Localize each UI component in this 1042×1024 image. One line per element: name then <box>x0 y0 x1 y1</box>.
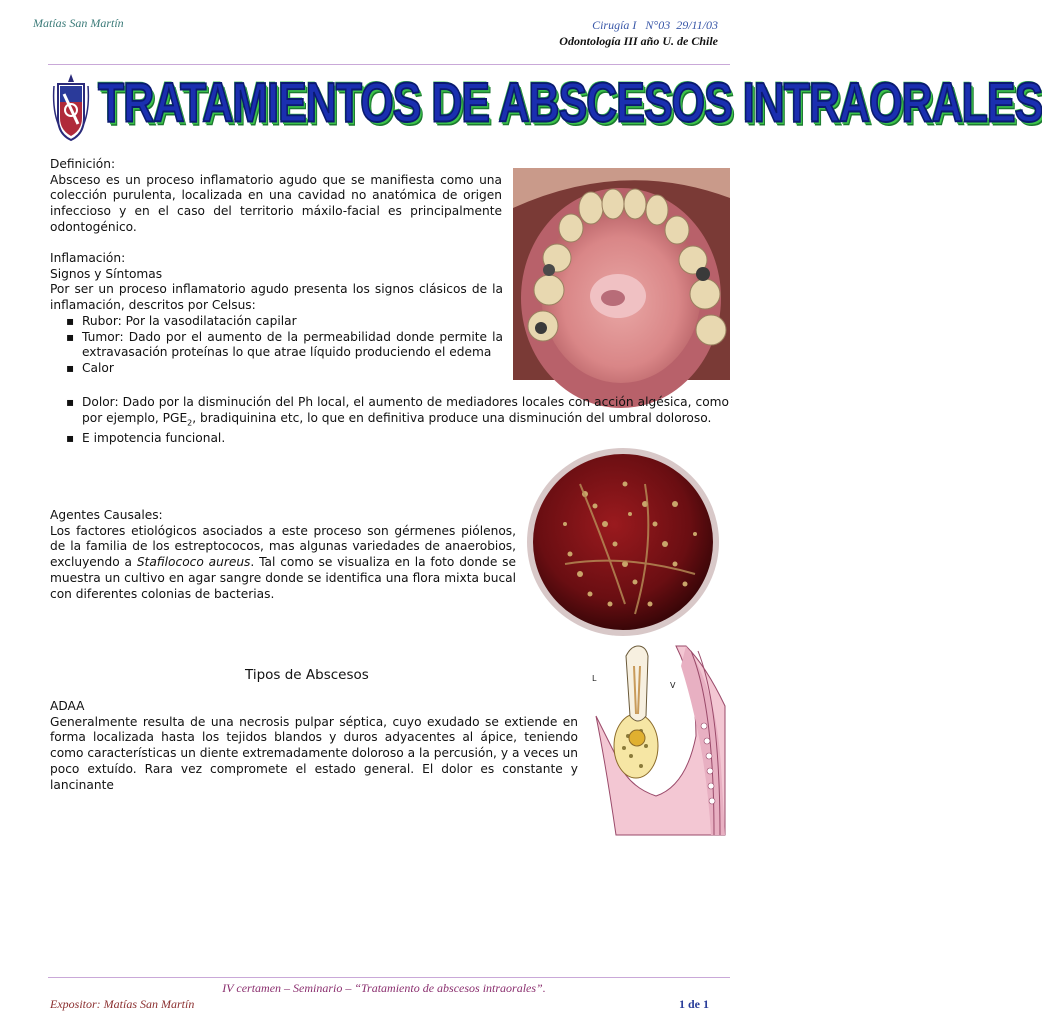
dolor-text-a: Dolor: Dado por la disminución del Ph local, el aumento de mediadores locales con acción algésica, como por ejemplo, PGE <box>82 395 729 425</box>
footer-center: IV certamen – Seminario – “Tratamiento de abscesos intraorales”. <box>222 981 546 995</box>
footer-divider <box>48 977 730 978</box>
list-item: ▪ Rubor: Por la vasodilatación capilar <box>50 314 503 330</box>
inflamacion-sublabel: Signos y Síntomas <box>50 266 163 281</box>
definicion-label: Definición: <box>50 157 116 171</box>
tipos-heading: Tipos de Abscesos <box>245 667 369 683</box>
header-course: Cirugía I N°03 29/11/03 <box>592 18 718 32</box>
list-item: ▪ E impotencia funcional. <box>50 431 729 447</box>
adaa-label: ADAA <box>50 699 85 713</box>
signos-list-cont <box>50 395 729 447</box>
footer-presenter: Expositor: Matías San Martín <box>50 997 195 1011</box>
section-inflamacion <box>50 251 503 377</box>
signos-list <box>50 314 503 377</box>
agentes-text-a: Los factores etiológicos asociados a este proceso son gérmenes piólenos, de la familia de los estreptococos, mas algunas variedades de anaerobios, excluyendo a <box>50 523 516 570</box>
agar-culture-photo <box>525 444 722 640</box>
page-number: 1 de 1 <box>679 997 709 1011</box>
section-definicion <box>50 157 502 236</box>
palate-abscess-photo <box>513 168 730 380</box>
header-info <box>559 17 718 49</box>
list-item-dolor <box>50 395 729 431</box>
header-author: Matías San Martín <box>33 16 124 30</box>
university-crest-logo <box>50 72 92 142</box>
list-item: ▪ Tumor: Dado por el aumento de la permeabilidad donde permite la extravasación proteínas lo que atrae líquido produciendo el edema <box>50 330 503 361</box>
agentes-text <box>50 524 516 603</box>
section-agentes <box>50 508 516 602</box>
inflamacion-label: Inflamación: <box>50 251 126 265</box>
document-title: TRATAMIENTOS DE ABSCESOS INTRAORALES <box>98 72 1042 135</box>
diagram-label-right: V <box>670 681 676 690</box>
section-inflamacion-cont <box>50 395 729 447</box>
header-subtitle: Odontología III año U. de Chile <box>559 34 718 48</box>
list-item: ▪ Calor <box>50 361 503 377</box>
diagram-label-left: L <box>592 674 597 683</box>
tooth-abscess-diagram <box>586 646 725 835</box>
inflamacion-intro: Por ser un proceso inflamatorio agudo presenta los signos clásicos de la inflamación, descritos por Celsus: <box>50 282 503 313</box>
agentes-text-b: . Tal como se visualiza en la foto donde se muestra un cultivo en agar sangre donde se identifica una flora mixta bucal con diferentes colonias de bacterias. <box>50 555 517 601</box>
agentes-italic: Stafilococo aureus <box>136 555 251 570</box>
agentes-label: Agentes Causales: <box>50 508 163 522</box>
header-divider <box>48 64 730 65</box>
dolor-text-b: , bradiquinina etc, lo que en definitiva produce una disminución del umbral doloroso. <box>192 410 712 425</box>
adaa-text: Generalmente resulta de una necrosis pulpar séptica, cuyo exudado se extiende en forma localizada hasta los tejidos blandos y duros adyacentes al ápice, teniendo como características un diente extremadamente doloroso a la percusión, y a veces un poco extuído. Rara vez compromete el estado general. El dolor es constante y lancinante <box>50 714 578 792</box>
section-adaa <box>50 699 578 793</box>
dolor-subscript: 2 <box>187 418 193 428</box>
definicion-text: Absceso es un proceso inflamatorio agudo que se manifiesta como una colección purulenta, localizada en una cavidad no anatómica de origen infeccioso y en el caso del territorio máxilo-facial es principalmente odontogénico. <box>50 172 502 234</box>
